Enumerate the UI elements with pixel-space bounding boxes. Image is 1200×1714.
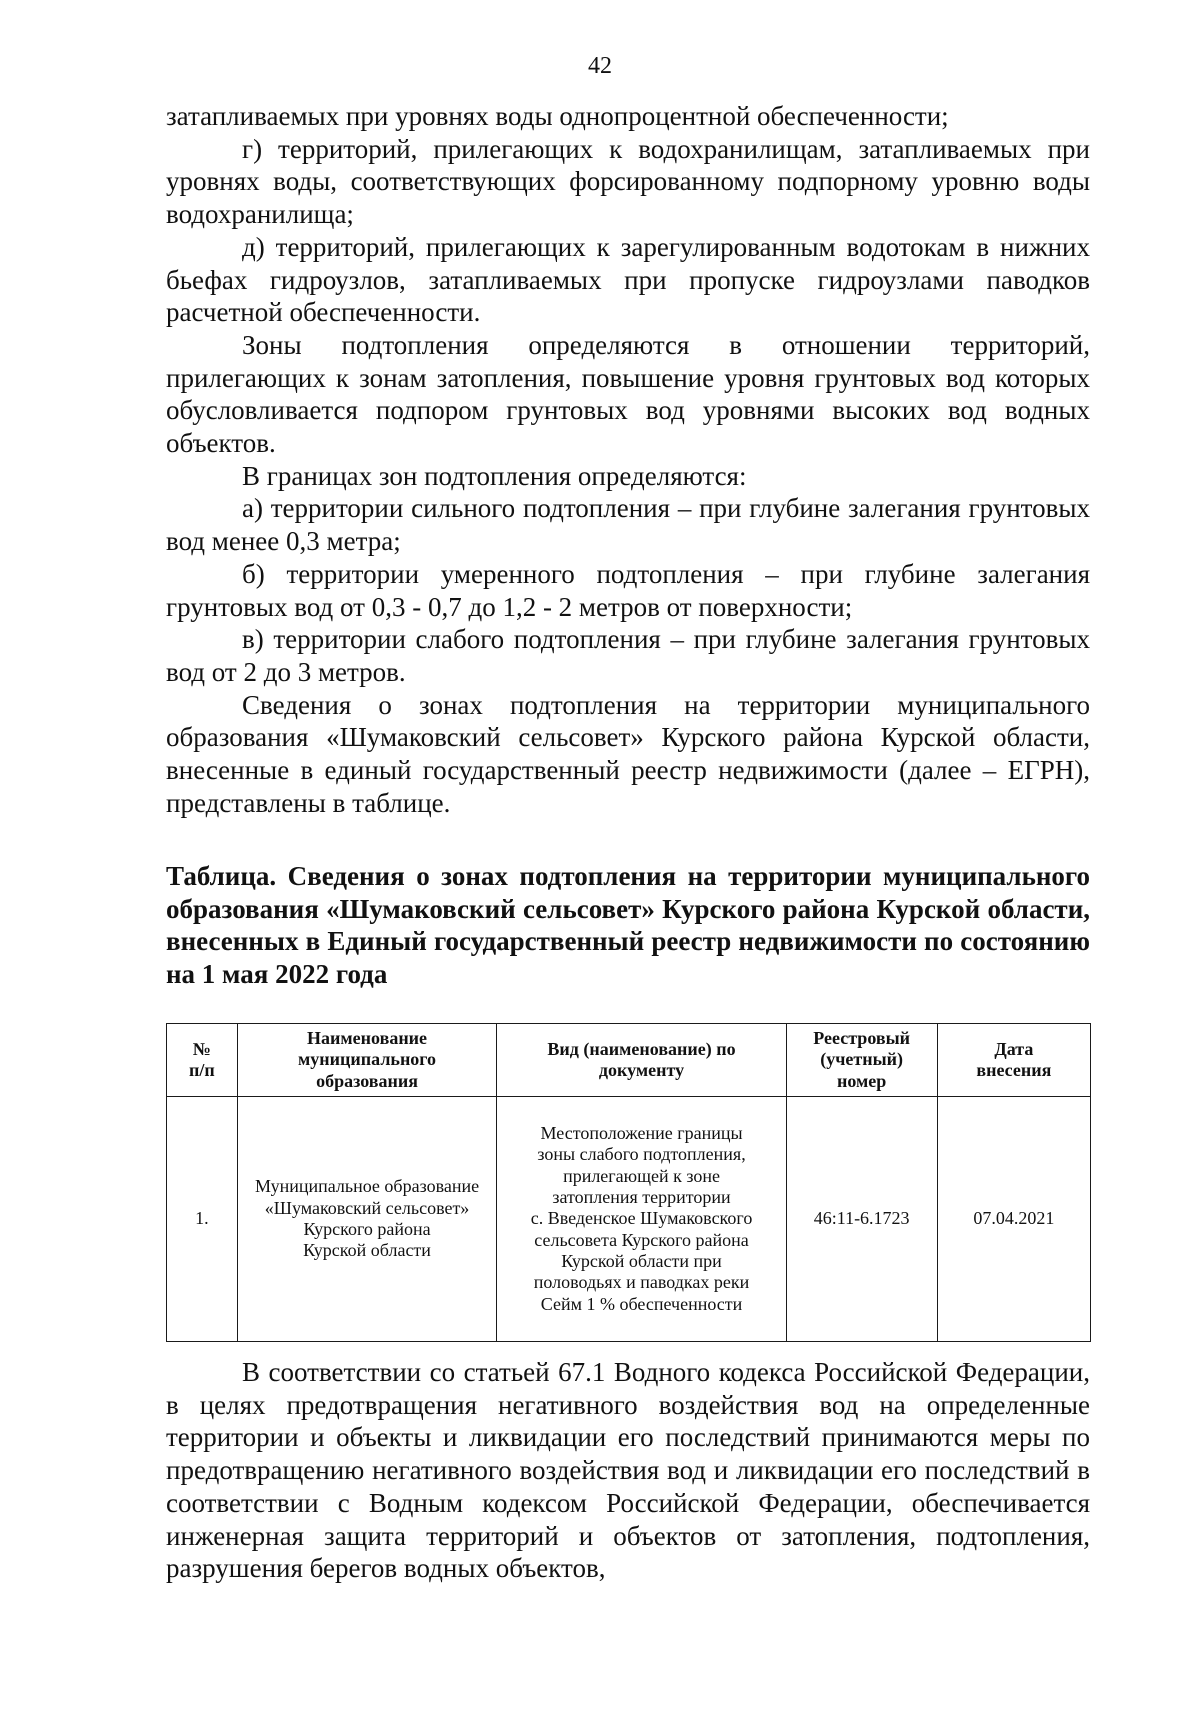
paragraph: В границах зон подтопления определяются: — [242, 460, 747, 491]
cell-num: 1. — [167, 1097, 238, 1342]
paragraph: д) территорий, прилегающих к зарегулированным водотокам в нижних бьефах гидроузлов, затапливаемых при пропуске гидроузлами паводков расчетной обеспеченности. — [166, 231, 1090, 328]
paragraph: Зоны подтопления определяются в отношении территорий, прилегающих к зонам затопления, повышение уровня грунтовых вод которых обусловливается подпором грунтовых вод уровнями высоких вод водных объектов. — [166, 329, 1090, 459]
page-number: 42 — [588, 53, 612, 79]
top-text-block — [166, 100, 1090, 819]
flood-zones-table — [166, 1023, 1091, 1342]
paragraph: Сведения о зонах подтопления на территории муниципального образования «Шумаковский сельсовет» Курского района Курской области, внесенные в единый государственный реестр недвижимости (далее – ЕГРН), представлены в таблице. — [166, 689, 1090, 818]
paragraph: В соответствии со статьей 67.1 Водного кодекса Российской Федерации, в целях предотвращения негативного воздействия вод на определенные территории и объекты и ликвидации его последствий принимаются меры по предотвращению негативного воздействия вод и ликвидации его последствий в соответствии с Водным кодексом Российской Федерации, обеспечивается инженерная защита территорий и объектов от затопления, подтопления, разрушения берегов водных объектов, — [166, 1357, 1090, 1584]
header-date: Дата внесения — [937, 1024, 1090, 1097]
header-num: № п/п — [167, 1024, 238, 1097]
paragraph: б) территории умеренного подтопления – при глубине залегания грунтовых вод от 0,3 - 0,7 до 1,2 - 2 метров от поверхности; — [166, 558, 1090, 622]
paragraph: а) территории сильного подтопления – при глубине залегания грунтовых вод менее 0,3 метра; — [166, 493, 1090, 557]
header-kind: Вид (наименование) по документу — [497, 1024, 786, 1097]
cell-kind: Местоположение границы зоны слабого подтопления, прилегающей к зоне затопления территории с. Введенское Шумаковского сельсовета Курского района Курской области при половодьях и паводках реки Сейм 1 % обеспеченности — [497, 1097, 786, 1342]
header-registry-number: Реестровый (учетный) номер — [786, 1024, 937, 1097]
paragraph: в) территории слабого подтопления – при глубине залегания грунтовых вод от 2 до 3 метров. — [166, 624, 1090, 687]
paragraph: г) территорий, прилегающих к водохранилищам, затапливаемых при уровнях воды, соответствующих форсированному подпорному уровню воды водохранилища; — [166, 133, 1090, 230]
header-name: Наименование муниципального образования — [237, 1024, 497, 1097]
table-row — [167, 1097, 1091, 1342]
table-header-row — [167, 1024, 1091, 1097]
cell-name: Муниципальное образование «Шумаковский сельсовет» Курского района Курской области — [237, 1097, 497, 1342]
cell-date: 07.04.2021 — [937, 1097, 1090, 1342]
cell-registry-number: 46:11-6.1723 — [786, 1097, 937, 1342]
table-title: Таблица. Сведения о зонах подтопления на территории муниципального образования «Шумаковский сельсовет» Курского района Курской области, внесенных в Единый государственный реестр недвижимости по состоянию на 1 мая 2022 года — [166, 861, 1090, 989]
paragraph: затапливаемых при уровнях воды однопроцентной обеспеченности; — [166, 101, 949, 131]
bottom-text-block — [166, 1356, 1090, 1585]
